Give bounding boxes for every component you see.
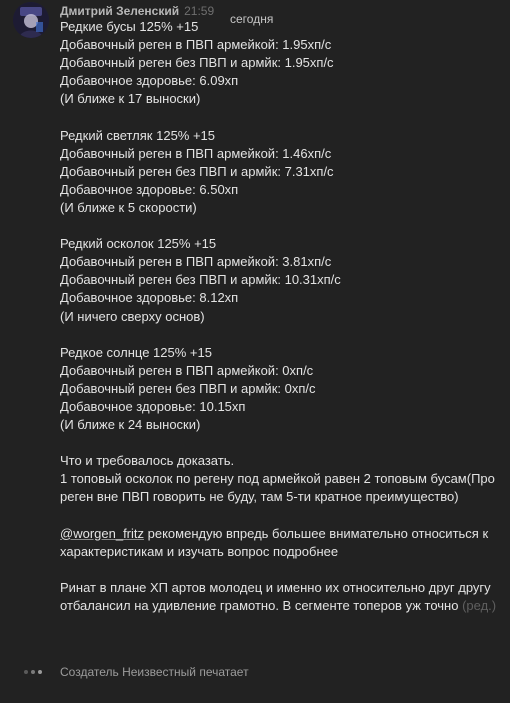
- text-line: Добавочный реген без ПВП и армйк: 0хп/с: [60, 380, 316, 396]
- text-line: Добавочный реген без ПВП и армйк: 1.95хп/с: [60, 55, 334, 71]
- date-label: сегодня: [230, 12, 274, 26]
- text-line: Добавочный реген в ПВП армейкой: 0хп/с: [60, 362, 314, 378]
- text-line: Что и требовалось доказать.: [60, 453, 235, 469]
- text-line: Добавочное здоровье: 6.50хп: [60, 181, 239, 197]
- last-paragraph: [60, 579, 500, 615]
- text-line: (И ближе к 17 выноски): [60, 91, 201, 107]
- text-line: Добавочный реген без ПВП и армйк: 10.31хп/с: [60, 272, 341, 288]
- edited-label[interactable]: (ред.): [458, 598, 497, 613]
- text-line: Редкие бусы 125% +15: [60, 19, 199, 34]
- typing-indicator: [24, 663, 249, 681]
- text-line: Добавочный реген в ПВП армейкой: 3.81хп/с: [60, 254, 332, 270]
- text-line: Добавочный реген без ПВП и армйк: 7.31хп/с: [60, 163, 334, 179]
- text-line: Добавочное здоровье: 10.15хп: [60, 398, 246, 414]
- text-line: Добавочный реген в ПВП армейкой: 1.46хп/с: [60, 145, 332, 161]
- paragraph-gap: [60, 217, 500, 235]
- typing-dot: [31, 670, 35, 674]
- text-line: (И ближе к 5 скорости): [60, 199, 197, 215]
- text-line: Редкий осколок 125% +15: [60, 236, 217, 252]
- text-line: Добавочное здоровье: 6.09хп: [60, 73, 239, 89]
- text-line: (И ближе к 24 выноски): [60, 417, 201, 433]
- avatar[interactable]: [13, 2, 49, 38]
- avatar-image: [13, 2, 49, 38]
- mention-text: рекомендую впредь большее внимательно относиться к характеристикам и изучать вопрос подробнее: [60, 525, 489, 559]
- paragraph-gap: [60, 561, 500, 579]
- typing-text: Создатель Неизвестный печатает: [60, 665, 249, 679]
- last-paragraph-text: Ринат в плане ХП артов молодец и именно их относительно друг другу отбалансил на удивление грамотно. В сегменте топеров уж точно: [60, 579, 491, 613]
- text-line: Добавочный реген в ПВП армейкой: 1.95хп/с: [60, 37, 332, 53]
- text-line: Редкий светляк 125% +15: [60, 127, 216, 143]
- paragraph-gap: [60, 326, 500, 344]
- text-line: Добавочное здоровье: 8.12хп: [60, 290, 239, 306]
- mention-link[interactable]: @worgen_fritz: [60, 525, 145, 541]
- text-line: 1 топовый осколок по регену под армейкой равен 2 топовым бусам(Про реген вне ПВП говорить не буду, там 5-ти кратное преимущество): [60, 471, 495, 505]
- typing-dots-icon: [24, 670, 46, 674]
- author-name[interactable]: Дмитрий Зеленский: [60, 4, 180, 18]
- message-time[interactable]: 21:59: [184, 4, 215, 18]
- message-body: [60, 18, 500, 615]
- mention-paragraph: [60, 525, 500, 561]
- text-line: (И ничего сверху основ): [60, 308, 205, 324]
- typing-dot: [38, 670, 42, 674]
- paragraph-gap: [60, 434, 500, 452]
- paragraph-gap: [60, 507, 500, 525]
- text-line: Редкое солнце 125% +15: [60, 344, 212, 360]
- paragraph-gap: [60, 108, 500, 126]
- typing-dot: [24, 670, 28, 674]
